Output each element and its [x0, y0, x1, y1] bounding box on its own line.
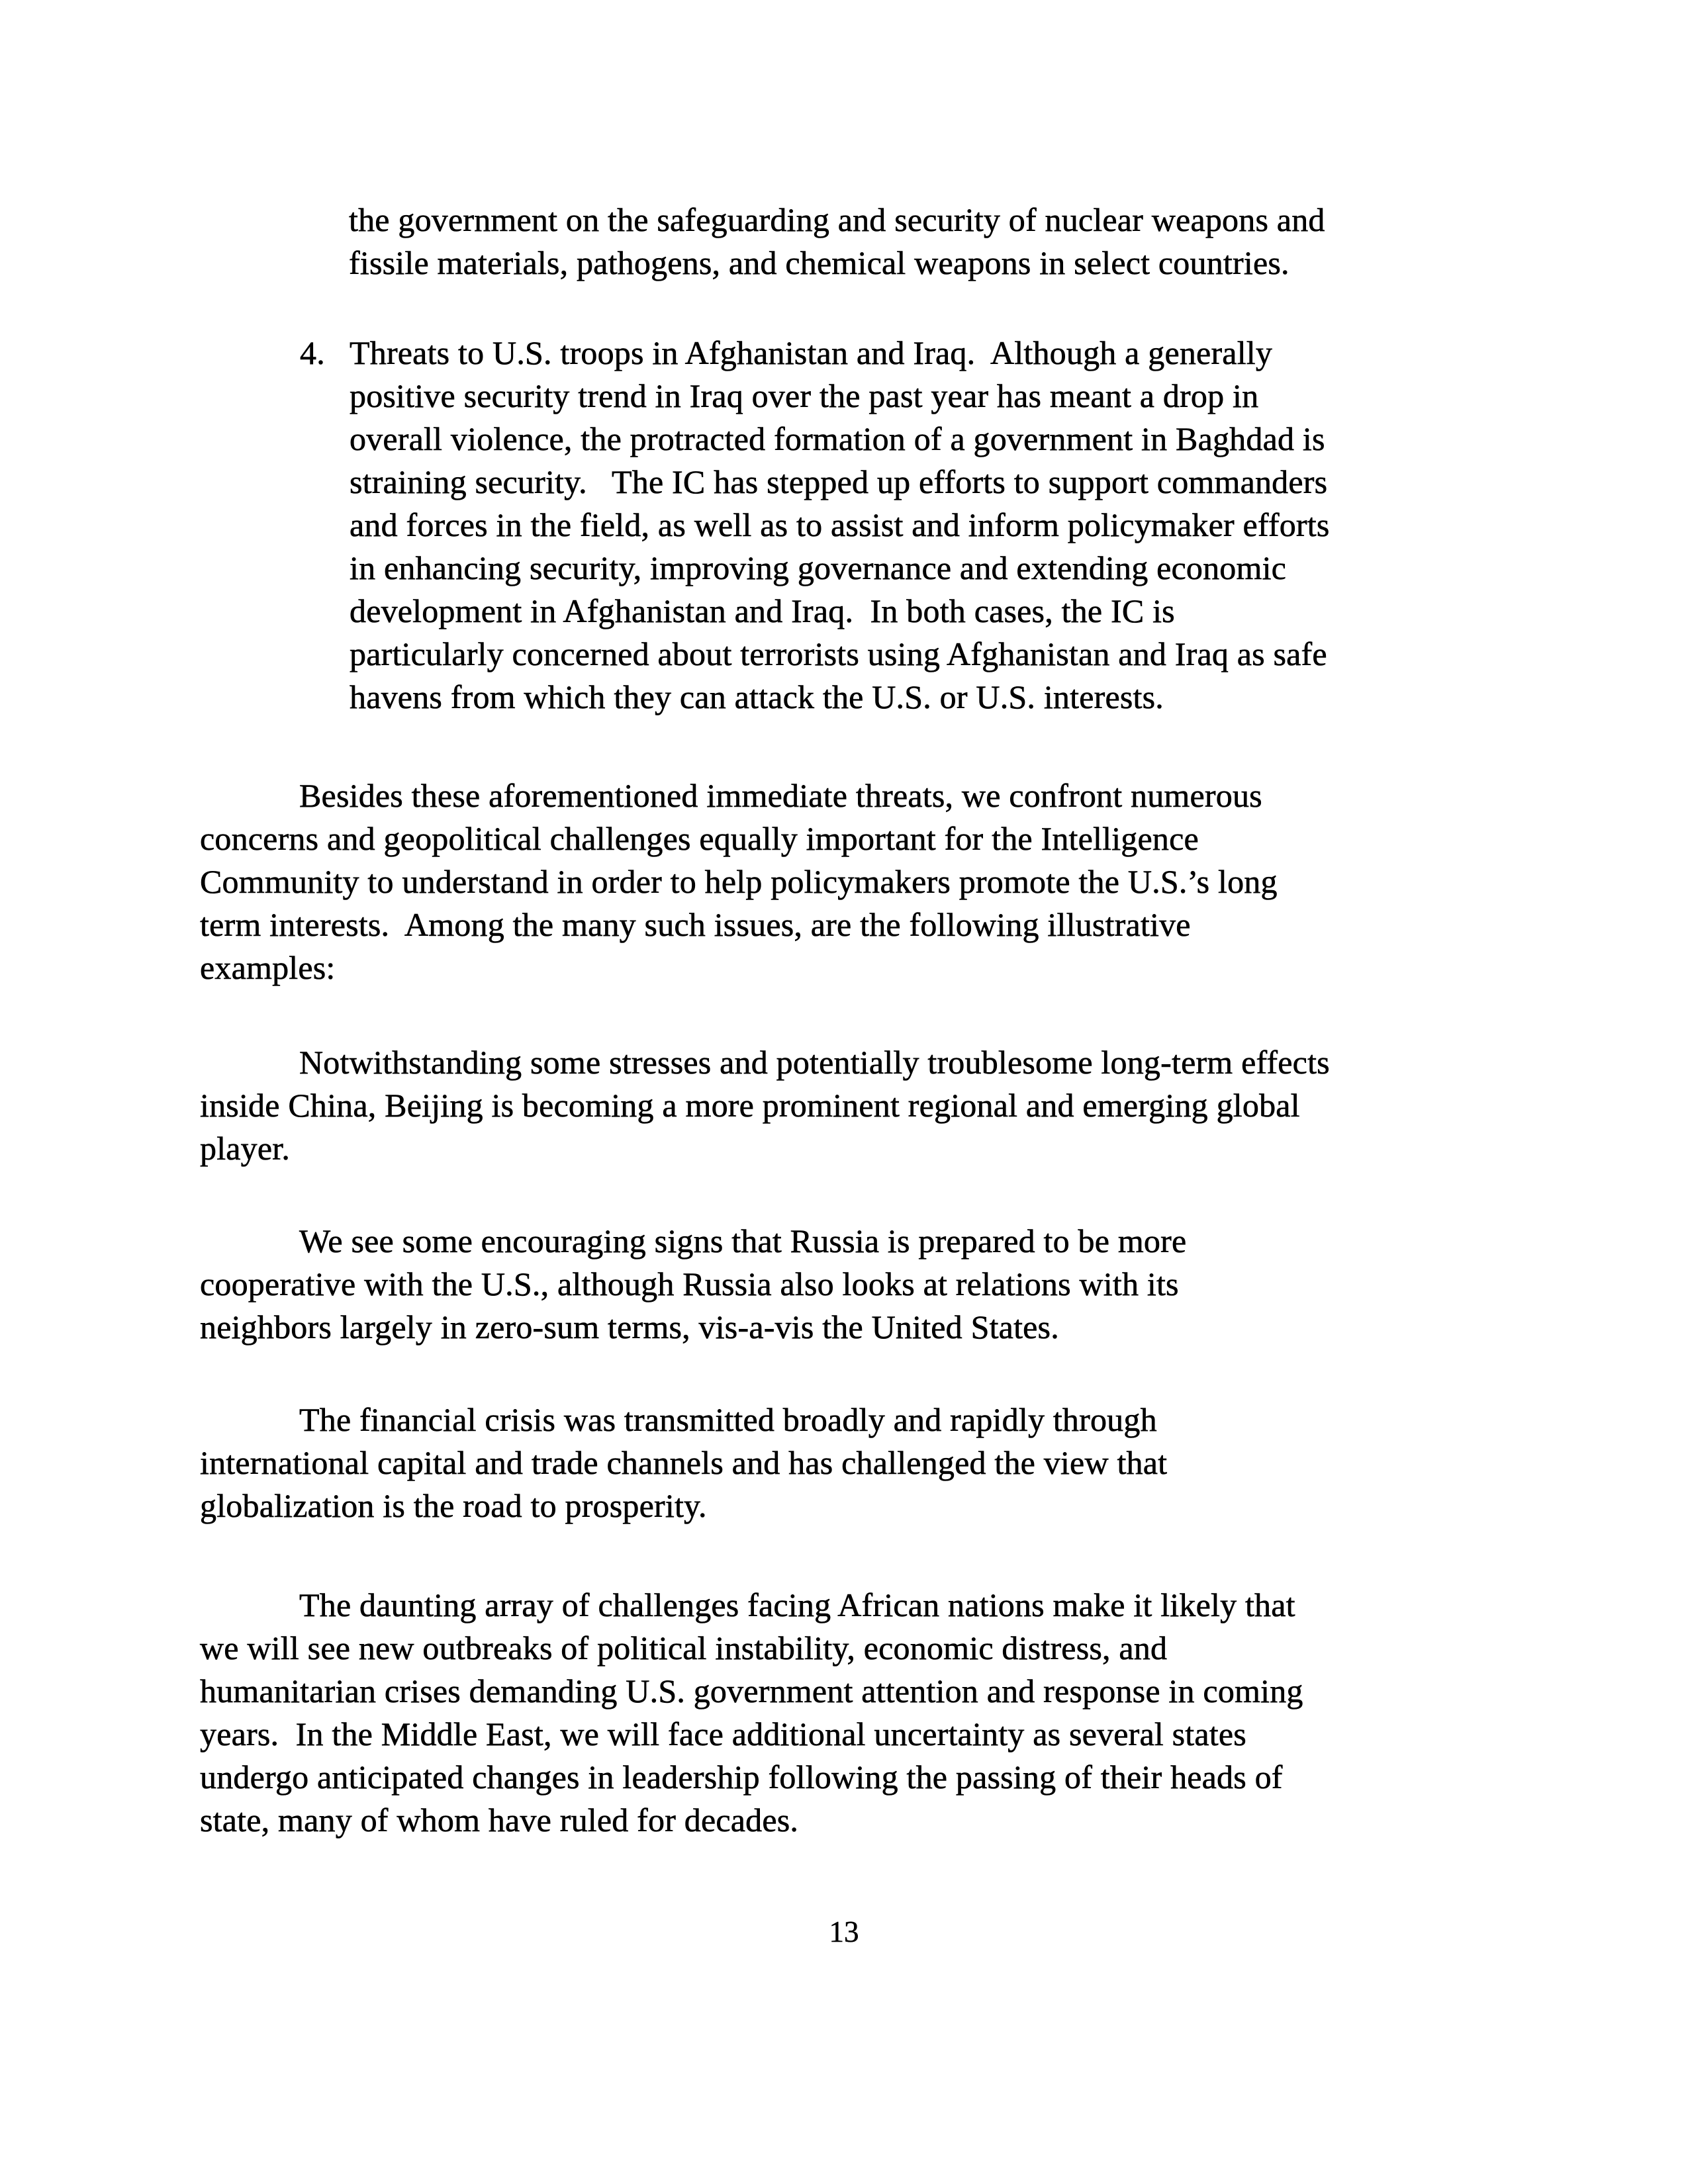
page-number: 13: [829, 1915, 859, 1948]
text-line-content: development in Afghanistan and Iraq. In both cases, the IC is: [350, 592, 1175, 629]
text-line: [200, 1220, 1186, 1263]
text-line-content: we will see new outbreaks of political instability, economic distress, and: [200, 1629, 1168, 1666]
text-line: [200, 1127, 1330, 1170]
text-line-content: straining security. The IC has stepped up efforts to support commanders: [350, 463, 1328, 500]
text-line: [350, 590, 1330, 633]
text-block: [200, 1220, 1186, 1349]
text-line-content: neighbors largely in zero-sum terms, vis-a-vis the United States.: [200, 1308, 1059, 1345]
text-line: [200, 1306, 1186, 1349]
text-line: [349, 199, 1325, 242]
text-line-content: inside China, Beijing is becoming a more prominent regional and emerging global: [200, 1087, 1300, 1124]
text-line-content: positive security trend in Iraq over the past year has meant a drop in: [350, 377, 1259, 414]
text-line-content: concerns and geopolitical challenges equally important for the Intelligence: [200, 820, 1199, 857]
text-line: [200, 946, 1278, 989]
text-line: [350, 375, 1330, 418]
text-line-content: particularly concerned about terrorists using Afghanistan and Iraq as safe: [350, 635, 1327, 672]
text-block: [200, 774, 1278, 989]
text-block: [349, 199, 1325, 285]
text-line-content: undergo anticipated changes in leadership following the passing of their heads of: [200, 1758, 1283, 1796]
text-line-content: examples:: [200, 949, 336, 986]
text-line: [200, 1441, 1167, 1484]
text-line-content: The financial crisis was transmitted broadly and rapidly through: [299, 1401, 1157, 1438]
text-line: [200, 774, 1278, 817]
text-line: [200, 1799, 1303, 1842]
text-line: [200, 1263, 1186, 1306]
text-block: [200, 1398, 1167, 1527]
text-line: [300, 332, 1330, 375]
text-block: [200, 1584, 1303, 1842]
text-line-content: and forces in the field, as well as to assist and inform policymaker efforts: [350, 506, 1330, 543]
text-line: [200, 1713, 1303, 1756]
text-line-content: We see some encouraging signs that Russia is prepared to be more: [299, 1222, 1187, 1259]
text-line-content: Threats to U.S. troops in Afghanistan and Iraq. Although a generally: [350, 334, 1273, 371]
text-line: [200, 1398, 1167, 1441]
text-line: [200, 1484, 1167, 1527]
text-line: [200, 1084, 1330, 1127]
text-line-content: state, many of whom have ruled for decades.: [200, 1801, 799, 1839]
text-line: [200, 903, 1278, 946]
text-line: [350, 633, 1330, 676]
text-line-content: The daunting array of challenges facing African nations make it likely that: [299, 1586, 1295, 1623]
text-line: [200, 817, 1278, 860]
text-line-content: term interests. Among the many such issues, are the following illustrative: [200, 906, 1191, 943]
text-line: [350, 676, 1330, 719]
text-line-content: player.: [200, 1130, 291, 1167]
text-line-content: the government on the safeguarding and security of nuclear weapons and: [349, 201, 1325, 238]
text-line-content: international capital and trade channels and has challenged the view that: [200, 1444, 1168, 1481]
text-line-content: Notwithstanding some stresses and potentially troublesome long-term effects: [299, 1044, 1330, 1081]
text-line: [200, 1627, 1303, 1670]
text-line: [200, 860, 1278, 903]
text-line-content: fissile materials, pathogens, and chemical weapons in select countries.: [349, 244, 1289, 281]
text-line: [349, 242, 1325, 285]
text-line: [350, 504, 1330, 547]
text-line: [200, 1584, 1303, 1627]
text-line-content: Besides these aforementioned immediate threats, we confront numerous: [299, 777, 1262, 814]
text-line-content: in enhancing security, improving governance and extending economic: [350, 549, 1287, 586]
text-line-content: globalization is the road to prosperity.: [200, 1487, 707, 1524]
text-line-content: Community to understand in order to help policymakers promote the U.S.’s long: [200, 863, 1278, 900]
text-line: [350, 418, 1330, 461]
text-line-content: cooperative with the U.S., although Russia also looks at relations with its: [200, 1265, 1179, 1302]
text-line-content: overall violence, the protracted formation of a government in Baghdad is: [350, 420, 1325, 457]
text-line: [350, 547, 1330, 590]
text-line: [200, 1041, 1330, 1084]
text-block: [200, 1041, 1330, 1170]
list-item-number: 4.: [300, 334, 325, 371]
list-item: [300, 332, 1330, 719]
text-line-content: havens from which they can attack the U.S. or U.S. interests.: [350, 678, 1164, 715]
text-line: [350, 461, 1330, 504]
text-line-content: humanitarian crises demanding U.S. government attention and response in coming: [200, 1672, 1303, 1709]
text-line: [200, 1756, 1303, 1799]
text-line: [200, 1670, 1303, 1713]
text-line-content: years. In the Middle East, we will face additional uncertainty as several states: [200, 1715, 1246, 1752]
